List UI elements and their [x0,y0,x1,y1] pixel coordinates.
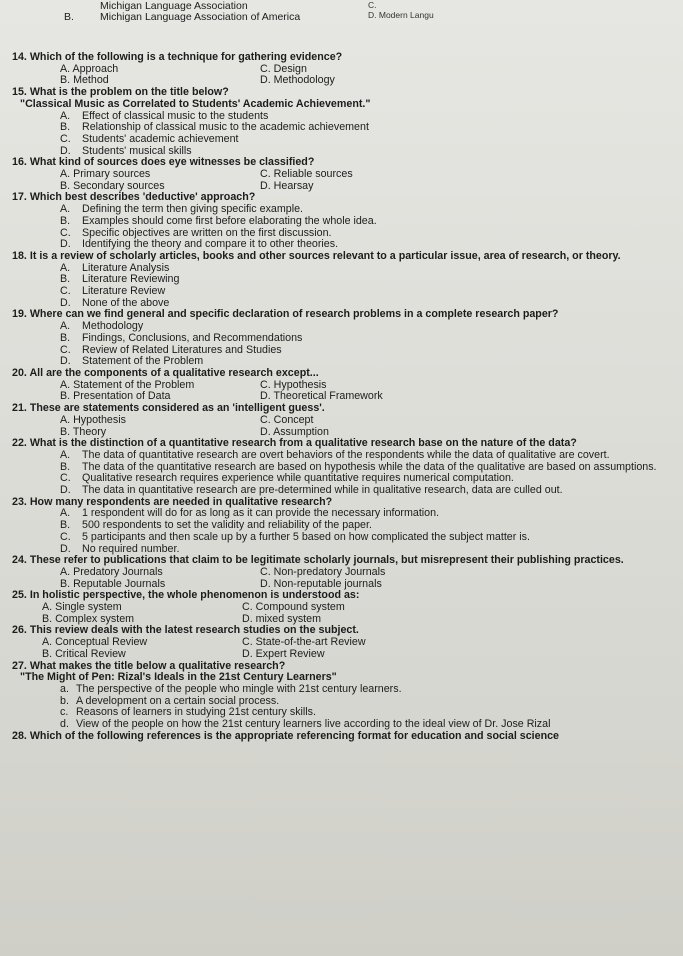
question-q23 [12,497,672,556]
answer-option[interactable]: B. Presentation of Data [60,390,171,403]
question-number: 15. [12,86,27,99]
option-letter: c. [60,706,69,719]
answer-option[interactable] [12,450,672,462]
option-letter: B. [64,11,74,23]
option-letter: C. [60,343,71,356]
option-text: Qualitative research requires experience while quantitative requires numerical computation. [82,472,514,485]
option-letter: D. [60,144,71,157]
option-text: Review of Related Literatures and Studies [82,343,282,356]
question-text: Which best describes 'deductive' approach? [29,191,256,204]
question-text: What makes the title below a qualitative research? [29,659,286,672]
answer-option[interactable]: A. Hypothesis [60,413,126,426]
question-q19 [12,309,672,368]
question-line [12,368,672,380]
question-number: 18. [12,249,27,262]
option-letter: D. [60,542,71,555]
option-letter: C. [60,132,71,145]
answer-option[interactable]: C. Compound system [242,601,345,614]
option-text: 1 respondent will do for as long as it can provide the necessary information. [82,507,440,520]
option-letter: B. [60,214,71,227]
option-letter: b. [60,694,69,707]
question-number: 16. [12,156,27,169]
question-text: In holistic perspective, the whole phenomenon is understood as: [29,589,360,602]
question-text: This review deals with the latest research studies on the subject. [29,624,359,637]
answer-option[interactable]: A. Approach [60,62,119,75]
option-letter: C. [60,285,71,298]
question-q28 [12,731,672,743]
question-text: What kind of sources does eye witnesses be classified? [29,156,315,169]
option-text: Literature Review [82,285,166,298]
question-line [12,251,672,263]
option-letter: B. [60,519,71,532]
answer-option[interactable]: A. Predatory Journals [60,565,163,578]
option-text: Students' musical skills [82,144,192,157]
option-text: Michigan Language Association [100,0,248,12]
option-row [12,602,672,614]
question-quoted-title: "The Might of Pen: Rizal's Ideals in the 21st Century Learners" [20,671,337,684]
option-letter: D. [60,238,71,251]
option-text: Relationship of classical music to the academic achievement [82,121,369,134]
answer-option[interactable] [12,286,672,298]
option-letter: C. [60,472,71,485]
answer-option[interactable]: C. Concept [260,413,314,426]
question-q22 [12,438,672,497]
question-text: These refer to publications that claim to be legitimate scholarly journals, but misrepresent their publishing practices. [29,554,624,567]
question-number: 14. [12,51,27,63]
question-number: 20. [12,366,27,379]
question-text: It is a review of scholarly articles, books and other sources relevant to a particular issue, area of research, or theory. [29,249,621,262]
option-letter: A. [60,507,71,520]
question-text: Which of the following references is the appropriate referencing format for education and social science [29,729,559,742]
option-text: Defining the term then giving specific example. [82,203,303,216]
option-row [12,64,672,76]
question-text: All are the components of a qualitative research except... [29,366,319,379]
question-q25 [12,590,672,625]
question-text: These are statements considered as an 'intelligent guess'. [29,402,325,415]
option-text: D. Modern Langu [368,10,434,20]
option-row [12,169,672,181]
question-list [12,52,672,742]
answer-option[interactable]: C. Hypothesis [260,378,327,391]
question-q24 [12,555,672,590]
option-row [12,415,672,427]
question-text: Which of the following is a technique for gathering evidence? [29,51,343,63]
option-text: A development on a certain social process. [76,694,280,707]
question-number: 25. [12,589,27,602]
question-text: What is the problem on the title below? [29,86,229,99]
question-q27 [12,661,672,731]
question-text: How many respondents are needed in qualitative research? [29,495,333,508]
question-q26 [12,625,672,660]
option-text: 5 participants and then scale up by a further 5 based on how complicated the subject matter is. [82,530,530,543]
answer-option[interactable]: B. Theory [60,425,107,438]
question-q17 [12,192,672,251]
option-letter: D. [60,484,71,497]
option-text: 500 respondents to set the validity and reliability of the paper. [82,519,372,532]
option-letter: B. [60,331,71,344]
question-number: 22. [12,437,27,450]
question-number: 23. [12,495,27,508]
question-q18 [12,251,672,310]
option-text: Findings, Conclusions, and Recommendations [82,331,303,344]
option-text: No required number. [82,542,180,555]
answer-option[interactable] [12,333,672,345]
option-text: Methodology [82,320,144,333]
option-letter: B. [60,273,71,286]
option-letter: A. [60,203,71,216]
answer-option[interactable]: D. Expert Review [242,647,325,660]
option-letter: A. [60,448,71,461]
question-number: 26. [12,624,27,637]
option-letter: B. [60,460,71,473]
question-quoted-title: "Classical Music as Correlated to Students' Academic Achievement." [20,97,371,110]
option-text: Literature Reviewing [82,273,180,286]
answer-option[interactable] [12,532,672,544]
option-text: Effect of classical music to the students [82,109,269,122]
option-text: Identifying the theory and compare it to other theories. [82,238,339,251]
option-text: The data of the quantitative research are based on hypothesis while the data of the qualitative are based on assumptions. [82,460,657,473]
question-q16 [12,157,672,192]
answer-option[interactable]: B. Complex system [42,612,135,625]
option-text: Statement of the Problem [82,355,204,368]
option-letter: a. [60,682,69,695]
question-number: 24. [12,554,27,567]
question-number: 27. [12,659,27,672]
option-text: None of the above [82,296,170,309]
answer-option[interactable]: D. Non-reputable journals [260,577,382,590]
option-letter: A. [60,261,71,274]
answer-option[interactable]: A. Single system [42,601,122,614]
option-text: Michigan Language Association of America [100,11,301,23]
answer-option[interactable]: A. Statement of the Problem [60,378,195,391]
option-letter: B. [60,121,71,134]
answer-option[interactable]: D. mixed system [242,612,321,625]
option-letter: C. [60,530,71,543]
question-number: 17. [12,191,27,204]
answer-option[interactable]: D. Methodology [260,74,335,87]
answer-option[interactable]: B. Reputable Journals [60,577,166,590]
answer-option[interactable]: C. Design [260,62,307,75]
answer-option[interactable]: D. Theoretical Framework [260,390,383,403]
option-text: The data in quantitative research are pre-determined while in qualitative research, data are culled out. [82,484,563,497]
option-letter: d. [60,718,69,731]
answer-option[interactable]: D. Hearsay [260,179,314,192]
question-q14 [12,52,672,87]
answer-option[interactable]: B. Critical Review [42,647,126,660]
option-text: Reasons of learners in studying 21st century skills. [76,706,316,719]
option-text: Examples should come first before elaborating the whole idea. [82,214,377,227]
question-number: 28. [12,729,27,742]
question-line [12,731,672,743]
option-letter: D. [60,355,71,368]
option-text: Students' academic achievement [82,132,239,145]
option-text: View of the people on how the 21st century learners live according to the ideal view of Dr. Jose Rizal [76,718,551,731]
option-letter: A. [60,320,71,333]
answer-option[interactable]: D. Assumption [260,425,329,438]
option-letter: D. [60,296,71,309]
option-text: Specific objectives are written on the first discussion. [82,226,332,239]
question-number: 19. [12,308,27,321]
previous-question-options [0,0,683,52]
answer-option[interactable]: A. Conceptual Review [42,636,148,649]
question-number: 21. [12,402,27,415]
option-text: Literature Analysis [82,261,170,274]
answer-option[interactable]: C. Reliable sources [260,168,353,181]
question-q21 [12,403,672,438]
option-row [12,567,672,579]
answer-option[interactable]: C. Non-predatory Journals [260,565,386,578]
answer-option[interactable] [12,134,672,146]
answer-option[interactable]: A. Primary sources [60,168,151,181]
option-text: The perspective of the people who mingle with 21st century learners. [76,682,402,695]
question-text: What is the distinction of a quantitative research from a qualitative research base on the nature of the data? [29,437,577,450]
option-text: The data of quantitative research are overt behaviors of the respondents while the data of qualitative are covert. [82,448,610,461]
question-line [12,52,672,64]
option-letter: A. [60,109,71,122]
option-letter: C. [60,226,71,239]
answer-option[interactable] [12,216,672,228]
answer-option[interactable] [12,684,672,696]
option-letter: C. [368,0,377,10]
question-text: Where can we find general and specific declaration of research problems in a complete research paper? [29,308,559,321]
answer-option[interactable]: B. Method [60,74,109,87]
question-q15 [12,87,672,157]
answer-option[interactable]: C. State-of-the-art Review [242,636,366,649]
question-q20 [12,368,672,403]
answer-option[interactable]: B. Secondary sources [60,179,165,192]
